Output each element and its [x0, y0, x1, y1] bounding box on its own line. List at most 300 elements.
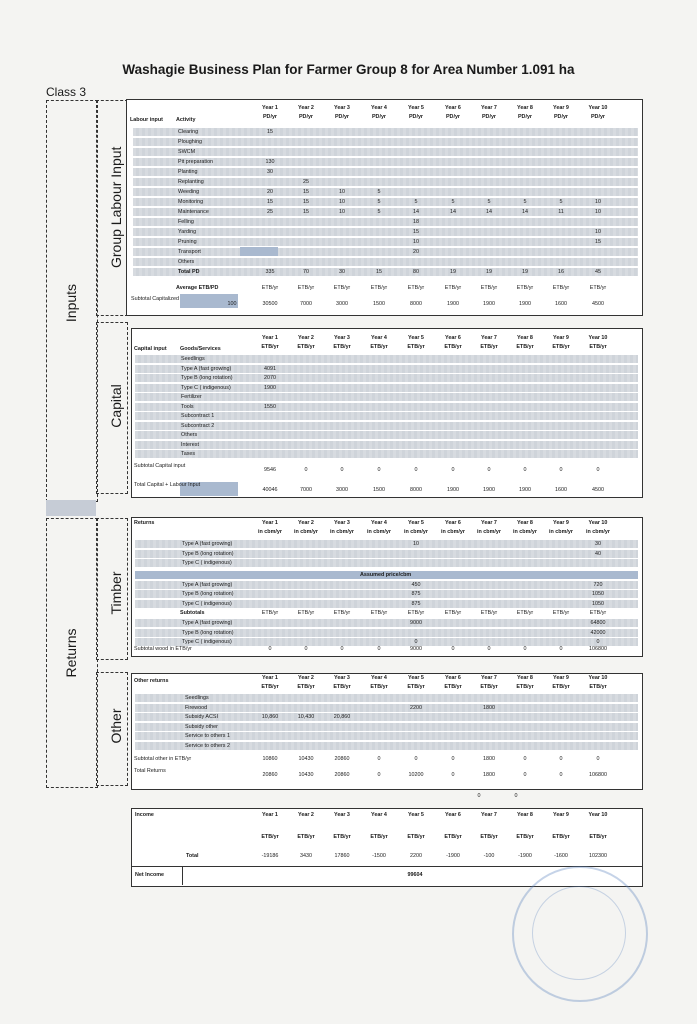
other-year-header: Year 5 [408, 675, 424, 681]
timber-etb-unit: ETB/yr [444, 610, 462, 616]
timber-unit-header: in cbm/yr [330, 529, 354, 535]
price-row-label: Type B (long rotation) [182, 591, 234, 597]
labour-value: 5 [414, 199, 418, 205]
income-unit-header: ETB/yr [589, 834, 607, 840]
subtotals-label: Subtotals [180, 610, 205, 616]
other-subtotal-value: 0 [414, 756, 418, 762]
activity-head: Activity [176, 117, 196, 123]
capital-value: 1550 [264, 403, 276, 410]
timber-label: Timber [108, 571, 124, 615]
total-returns-value: 0 [451, 772, 455, 778]
other-unit-header: ETB/yr [261, 684, 279, 690]
capital-subtotal-value: 0 [487, 467, 491, 473]
capital-total-value: 4500 [592, 487, 604, 493]
labour-unit-header: PD/yr [298, 114, 314, 120]
income-total-value: 17860 [334, 853, 350, 859]
capital-head: Capital input [134, 346, 167, 352]
capital-item-label: Taxes [181, 451, 196, 457]
total-returns-value: 20860 [262, 772, 278, 778]
timber-etb-unit: ETB/yr [297, 610, 315, 616]
timber-unit-header: in cbm/yr [294, 529, 318, 535]
labour-value: 10 [595, 199, 601, 205]
timber-unit-header: in cbm/yr [367, 529, 391, 535]
total-returns-value: 0 [377, 772, 381, 778]
labour-value: 5 [377, 189, 381, 195]
labour-subtotal-label: Subtotal Capitalized [131, 296, 179, 302]
labour-value: 5 [559, 199, 563, 205]
labour-value: 130 [265, 159, 275, 165]
labour-etb-unit: ETB/yr [297, 285, 315, 291]
avg-rate-value: 100 [227, 301, 237, 307]
other-row-label: Service to others 2 [185, 742, 230, 749]
capital-year-header: Year 6 [445, 335, 461, 341]
income-year-header: Year 10 [588, 812, 608, 818]
labour-value: 19 [486, 269, 492, 275]
timber-subtotal-value: 0 [559, 646, 563, 652]
labour-value: 19 [450, 269, 456, 275]
other-subtotal-value: 20860 [334, 756, 350, 762]
income-unit-header: ETB/yr [297, 834, 315, 840]
labour-value: 10 [339, 199, 345, 205]
price-value: 875 [411, 591, 421, 597]
labour-year-header: Year 9 [553, 105, 569, 111]
labour-year-header: Year 7 [481, 105, 497, 111]
other-row-label: Seedlings [185, 695, 209, 701]
timber-etb-unit: ETB/yr [333, 610, 351, 616]
income-year-header: Year 8 [517, 812, 533, 818]
labour-value: 20 [413, 249, 419, 255]
other-subtotal-value: 0 [451, 756, 455, 762]
other-unit-header: ETB/yr [516, 684, 534, 690]
timber-subtotal-value: 0 [523, 646, 527, 652]
capital-unit-header: ETB/yr [333, 344, 351, 350]
labour-value: 15 [413, 229, 419, 235]
capital-subtotal-value: 9546 [264, 467, 276, 473]
timber-subtotal-value: 0 [268, 646, 272, 652]
other-unit-header: ETB/yr [370, 684, 388, 690]
capital-subtotal-value: 0 [340, 467, 344, 473]
labour-year-header: Year 1 [262, 105, 278, 111]
timber-year-header: Year 3 [334, 520, 350, 526]
separator-block [46, 500, 96, 516]
income-total-label: Total [186, 853, 199, 859]
timber-etb-unit: ETB/yr [261, 610, 279, 616]
capital-year-header: Year 4 [371, 335, 387, 341]
returns-label: Returns [63, 628, 79, 678]
capital-unit-header: ETB/yr [444, 344, 462, 350]
net-income-value: 99604 [407, 872, 423, 878]
capital-year-header: Year 10 [588, 335, 608, 341]
other-value: 2200 [410, 704, 422, 711]
timber-etb-unit: ETB/yr [480, 610, 498, 616]
income-total-value: -100 [483, 853, 495, 859]
other-subtotal-value: 0 [559, 756, 563, 762]
income-unit-header: ETB/yr [333, 834, 351, 840]
labour-value: 25 [267, 209, 273, 215]
capital-total-value: 3000 [336, 487, 348, 493]
avg-etb-label: Average ETB/PD [176, 285, 219, 291]
labour-activity-label: Transport [178, 249, 201, 255]
timber-unit-header: in cbm/yr [549, 529, 573, 535]
price-band-label: Assumed price/cbm [360, 571, 412, 578]
capital-value: 2070 [264, 375, 276, 381]
income-year-header: Year 3 [334, 812, 350, 818]
labour-activity-label: Replanting [178, 179, 204, 185]
labour-value: 30 [267, 169, 273, 175]
capital-total-value: 1600 [555, 487, 567, 493]
labour-year-header: Year 6 [445, 105, 461, 111]
timber-sub-label: Type C ( indigenous) [182, 639, 232, 645]
other-subtotal-label: Subtotal other in ETB/yr [134, 756, 192, 762]
labour-value: 15 [303, 189, 309, 195]
income-year-header: Year 1 [262, 812, 278, 818]
price-value: 1050 [592, 600, 604, 607]
other-year-header: Year 10 [588, 675, 608, 681]
labour-year-header: Year 5 [408, 105, 424, 111]
timber-row-label: Type A (fast growing) [182, 541, 233, 547]
capital-subtotal-label: Subtotal Capital input [134, 463, 186, 469]
labour-value: 11 [558, 209, 564, 215]
other-year-header: Year 1 [262, 675, 278, 681]
capital-unit-header: ETB/yr [261, 344, 279, 350]
timber-sub-value: 64800 [590, 620, 606, 626]
capital-unit-header: ETB/yr [407, 344, 425, 350]
income-unit-header: ETB/yr [480, 834, 498, 840]
labour-value: 18 [413, 219, 419, 225]
timber-value: 40 [595, 550, 601, 557]
other-subtotal-value: 1800 [483, 756, 495, 762]
labour-value: 70 [303, 269, 309, 275]
other-year-header: Year 2 [298, 675, 314, 681]
capital-item-label: Type C ( indigenous) [181, 384, 231, 391]
labour-activity-label: Maintenance [178, 209, 209, 215]
shaded-cell [135, 441, 638, 449]
labour-value: 14 [486, 209, 492, 215]
labour-subtotal-value: 1900 [519, 301, 531, 307]
timber-row-label: Type C ( indigenous) [182, 560, 232, 566]
shaded-cell [133, 218, 638, 226]
capital-item-label: Tools [181, 403, 194, 410]
stamp-inner-ring [532, 886, 626, 980]
shaded-cell [135, 431, 638, 439]
capital-subtotal-value: 0 [377, 467, 381, 473]
total-returns-label: Total Returns [134, 768, 166, 774]
timber-sub-label: Type B (long rotation) [182, 629, 234, 636]
income-year-header: Year 5 [408, 812, 424, 818]
other-subtotal-value: 10430 [298, 756, 314, 762]
capital-year-header: Year 1 [262, 335, 278, 341]
labour-value: 15 [303, 209, 309, 215]
labour-value: 16 [558, 269, 564, 275]
labour-etb-unit: ETB/yr [444, 285, 462, 291]
income-unit-header: ETB/yr [444, 834, 462, 840]
timber-unit-header: in cbm/yr [404, 529, 428, 535]
capital-subtotal-value: 0 [523, 467, 527, 473]
labour-unit-header: PD/yr [517, 114, 533, 120]
labour-etb-unit: ETB/yr [407, 285, 425, 291]
price-value: 720 [593, 581, 603, 588]
labour-subtotal-value: 4500 [592, 301, 604, 307]
income-unit-header: ETB/yr [516, 834, 534, 840]
shaded-cell [133, 248, 638, 256]
capital-item-label: Type B (long rotation) [181, 375, 233, 381]
income-year-header: Year 7 [481, 812, 497, 818]
other-year-header: Year 8 [517, 675, 533, 681]
labour-value: 30 [339, 269, 345, 275]
shaded-cell [133, 168, 638, 176]
labour-value: 19 [522, 269, 528, 275]
shaded-cell [133, 178, 638, 186]
labour-activity-label: Pruning [178, 239, 197, 245]
net-income-label: Net Income [135, 872, 165, 878]
timber-sub-value: 42000 [590, 629, 606, 636]
timber-year-header: Year 6 [445, 520, 461, 526]
other-unit-header: ETB/yr [333, 684, 351, 690]
timber-year-header: Year 9 [553, 520, 569, 526]
timber-etb-unit: ETB/yr [370, 610, 388, 616]
other-unit-header: ETB/yr [444, 684, 462, 690]
other-value: 10,430 [297, 714, 315, 720]
income-year-header: Year 2 [298, 812, 314, 818]
labour-unit-header: PD/yr [590, 114, 606, 120]
capital-item-label: Subcontract 1 [181, 413, 215, 419]
timber-sub-value: 9000 [410, 620, 422, 626]
other-value: 20,860 [333, 714, 351, 720]
income-unit-header: ETB/yr [407, 834, 425, 840]
timber-subtotal-label: Subtotal wood in ETB/yr [134, 646, 192, 652]
net-income-split [182, 866, 183, 885]
income-year-header: Year 9 [553, 812, 569, 818]
timber-year-header: Year 7 [481, 520, 497, 526]
labour-subtotal-value: 1900 [447, 301, 459, 307]
labour-value: 335 [265, 269, 275, 275]
labour-year-header: Year 2 [298, 105, 314, 111]
other-value: 1800 [483, 704, 495, 711]
capital-unit-header: ETB/yr [589, 344, 607, 350]
timber-subtotal-value: 0 [304, 646, 308, 652]
capital-unit-header: ETB/yr [552, 344, 570, 350]
income-total-value: -19186 [261, 853, 279, 859]
extra-value: 0 [514, 793, 518, 799]
class-label: Class 3 [46, 85, 87, 99]
other-subtotal-value: 10860 [262, 756, 278, 762]
total-returns-value: 106800 [589, 772, 607, 778]
other-unit-header: ETB/yr [297, 684, 315, 690]
timber-unit-header: in cbm/yr [513, 529, 537, 535]
labour-value: 25 [303, 179, 309, 185]
capital-total-value: 1900 [483, 487, 495, 493]
labour-value: 15 [376, 269, 382, 275]
income-label: Income [135, 812, 154, 818]
total-returns-value: 10430 [298, 772, 314, 778]
timber-unit-header: in cbm/yr [441, 529, 465, 535]
labour-activity-label: Felling [178, 219, 194, 225]
labour-activity-label: Total PD [178, 269, 200, 275]
labour-subtotal-value: 1900 [483, 301, 495, 307]
other-year-header: Year 6 [445, 675, 461, 681]
labour-etb-unit: ETB/yr [333, 285, 351, 291]
total-returns-value: 0 [523, 772, 527, 778]
timber-etb-unit: ETB/yr [407, 610, 425, 616]
capital-unit-header: ETB/yr [516, 344, 534, 350]
labour-value: 5 [377, 209, 381, 215]
price-value: 1050 [592, 591, 604, 597]
timber-sub-value: 0 [414, 639, 418, 645]
goods-head: Goods/Services [180, 346, 221, 352]
labour-activity-label: Planting [178, 169, 198, 175]
timber-etb-unit: ETB/yr [552, 610, 570, 616]
other-row-label: Subsidy other [185, 723, 218, 730]
labour-value: 5 [377, 199, 381, 205]
timber-subtotal-value: 106800 [589, 646, 607, 652]
other-value: 10,860 [261, 714, 279, 720]
labour-unit-header: PD/yr [262, 114, 278, 120]
capital-total-value: 1900 [447, 487, 459, 493]
income-total-value: -1900 [446, 853, 460, 859]
labour-value: 5 [451, 199, 455, 205]
labour-value: 15 [595, 239, 601, 245]
labour-value: 15 [303, 199, 309, 205]
labour-etb-unit: ETB/yr [516, 285, 534, 291]
other-subtotal-value: 0 [596, 756, 600, 762]
income-unit-header: ETB/yr [552, 834, 570, 840]
labour-year-header: Year 8 [517, 105, 533, 111]
labour-etb-unit: ETB/yr [589, 285, 607, 291]
labour-activity-label: Others [178, 259, 195, 265]
capital-year-header: Year 5 [408, 335, 424, 341]
capital-item-label: Others [181, 432, 198, 438]
labour-subtotal-value: 8000 [410, 301, 422, 307]
shaded-cell [133, 228, 638, 236]
capital-total-label: Total Capital + Labour Input [134, 482, 201, 488]
total-returns-value: 20860 [334, 772, 350, 778]
labour-value: 20 [267, 189, 273, 195]
other-head: Other returns [134, 678, 169, 684]
labour-etb-unit: ETB/yr [261, 285, 279, 291]
income-total-value: 102300 [589, 853, 607, 859]
labour-unit-header: PD/yr [371, 114, 387, 120]
timber-unit-header: in cbm/yr [586, 529, 610, 535]
timber-subtotal-value: 0 [487, 646, 491, 652]
other-unit-header: ETB/yr [407, 684, 425, 690]
other-year-header: Year 3 [334, 675, 350, 681]
capital-unit-header: ETB/yr [297, 344, 315, 350]
shaded-cell [133, 138, 638, 146]
other-label: Other [108, 708, 124, 744]
other-unit-header: ETB/yr [552, 684, 570, 690]
shaded-cell [135, 355, 638, 363]
labour-unit-header: PD/yr [334, 114, 350, 120]
labour-value: 10 [595, 229, 601, 235]
labour-unit-header: PD/yr [408, 114, 424, 120]
labour-activity-label: Yarding [178, 229, 197, 235]
capital-item-label: Fertilizer [181, 394, 202, 400]
labour-activity-label: Weeding [178, 189, 200, 195]
capital-subtotal-value: 0 [559, 467, 563, 473]
labour-value: 45 [595, 269, 601, 275]
other-row-label: Firewood [185, 704, 208, 711]
labour-value: 14 [522, 209, 528, 215]
capital-year-header: Year 7 [481, 335, 497, 341]
transport-highlight [240, 247, 278, 256]
labour-value: 10 [595, 209, 601, 215]
labour-activity-label: Ploughing [178, 139, 202, 145]
capital-subtotal-value: 0 [451, 467, 455, 473]
income-total-value: -1500 [372, 853, 386, 859]
labour-unit-header: PD/yr [481, 114, 497, 120]
total-returns-value: 10200 [408, 772, 424, 778]
labour-etb-unit: ETB/yr [370, 285, 388, 291]
labour-subtotal-value: 1600 [555, 301, 567, 307]
labour-etb-unit: ETB/yr [480, 285, 498, 291]
total-returns-value: 0 [559, 772, 563, 778]
other-unit-header: ETB/yr [589, 684, 607, 690]
income-unit-header: ETB/yr [370, 834, 388, 840]
income-total-value: -1900 [518, 853, 532, 859]
page-title: Washagie Business Plan for Farmer Group 8 for Area Number 1.091 ha [122, 62, 575, 77]
capital-value: 1900 [264, 384, 276, 391]
timber-year-header: Year 10 [588, 520, 608, 526]
labour-subtotal-value: 7000 [300, 301, 312, 307]
capital-year-header: Year 9 [553, 335, 569, 341]
timber-etb-unit: ETB/yr [516, 610, 534, 616]
capital-total-value: 7000 [300, 487, 312, 493]
income-year-header: Year 4 [371, 812, 387, 818]
capital-item-label: Type A (fast growing) [181, 365, 232, 372]
income-total-value: -1600 [554, 853, 568, 859]
capital-item-label: Subcontract 2 [181, 422, 215, 429]
capital-label: Capital [108, 384, 124, 428]
labour-activity-label: Clearing [178, 129, 199, 135]
timber-year-header: Year 2 [298, 520, 314, 526]
other-unit-header: ETB/yr [480, 684, 498, 690]
capital-subtotal-value: 0 [304, 467, 308, 473]
timber-subtotal-value: 9000 [410, 646, 422, 652]
labour-value: 10 [413, 239, 419, 245]
other-subtotal-value: 0 [377, 756, 381, 762]
timber-unit-header: in cbm/yr [258, 529, 282, 535]
shaded-cell [133, 258, 638, 266]
labour-value: 10 [339, 189, 345, 195]
other-year-header: Year 4 [371, 675, 387, 681]
timber-head: Returns [134, 520, 155, 526]
labour-unit-header: PD/yr [553, 114, 569, 120]
capital-year-header: Year 8 [517, 335, 533, 341]
labour-value: 14 [450, 209, 456, 215]
shaded-cell [133, 148, 638, 156]
labour-activity-label: Pit preparation [178, 159, 214, 165]
timber-unit-header: in cbm/yr [477, 529, 501, 535]
capital-subtotal-value: 0 [596, 467, 600, 473]
capital-total-value: 1500 [373, 487, 385, 493]
labour-subtotal-value: 1500 [373, 301, 385, 307]
shaded-cell [133, 238, 638, 246]
other-year-header: Year 7 [481, 675, 497, 681]
shaded-cell [135, 393, 638, 401]
capital-item-label: Seedlings [181, 356, 205, 362]
timber-sub-value: 0 [596, 639, 600, 645]
labour-value: 15 [267, 199, 273, 205]
other-row-label: Subsidy ACSI [185, 714, 218, 720]
timber-year-header: Year 8 [517, 520, 533, 526]
labour-head: Labour input [130, 117, 163, 123]
total-returns-value: 1800 [483, 772, 495, 778]
timber-subtotal-value: 0 [340, 646, 344, 652]
income-year-header: Year 6 [445, 812, 461, 818]
labour-year-header: Year 10 [588, 105, 608, 111]
labour-value: 5 [523, 199, 527, 205]
labour-subtotal-value: 30500 [262, 301, 278, 307]
